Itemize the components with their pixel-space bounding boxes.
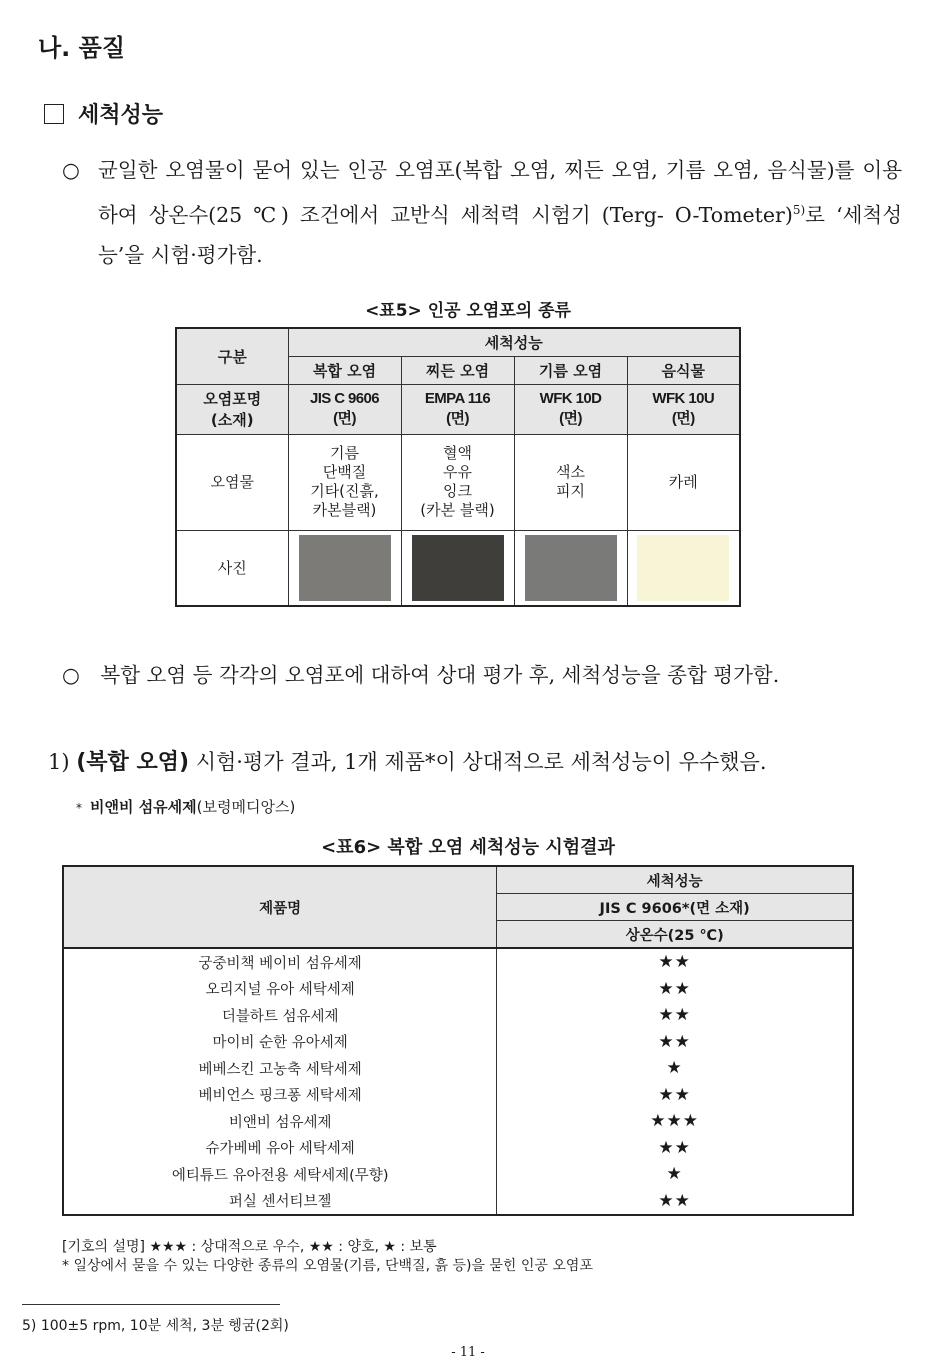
- footnote-reference[interactable]: 5): [792, 203, 806, 217]
- product-name: 퍼실 센서티브젤: [63, 1188, 497, 1216]
- rating-stars: ★★: [497, 1188, 853, 1216]
- fabric-swatch-image: [412, 535, 504, 601]
- result-note: [76, 796, 295, 817]
- rating-stars: ★★★: [497, 1108, 853, 1135]
- rating-stars: ★★: [497, 1029, 853, 1056]
- table5-row-label: 오염포명 (소재): [176, 384, 288, 434]
- table5-cell: 색소 피지: [514, 434, 627, 530]
- table5: [175, 327, 741, 607]
- product-name: 오리지널 유아 세탁세제: [63, 976, 497, 1003]
- table5-cell: 카레: [627, 434, 740, 530]
- table-row: [63, 1188, 853, 1216]
- paragraph-body: [98, 150, 902, 275]
- table5-cell: EMPA 116 (면): [401, 384, 514, 434]
- page-number: - 11 -: [451, 1345, 485, 1360]
- table6-fabric-header: JIS C 9606*(면 소재): [497, 894, 853, 921]
- table5-cell: 혈액 우유 잉크 (카본 블랙): [401, 434, 514, 530]
- product-name: 에티튜드 유아전용 세탁세제(무향): [63, 1161, 497, 1188]
- product-name: 베베스킨 고농축 세탁세제: [63, 1055, 497, 1082]
- paragraph-text: 균일한 오염물이 묻어 있는 인공 오염포(복합 오염, 찌든 오염, 기름 오염, 음식물)를 이용하여 상온수(25 ℃) 조건에서 교반식 세척력 시험기 (Terg- O-Tometer): [98, 158, 902, 227]
- table5-photo-cell: [627, 530, 740, 606]
- table-row: [63, 1135, 853, 1162]
- paragraph-method: [62, 150, 902, 275]
- paragraph-result: [48, 745, 928, 776]
- legend: [62, 1238, 593, 1276]
- table5-row-label: 오염물: [176, 434, 288, 530]
- fabric-swatch-image: [525, 535, 617, 601]
- fabric-swatch-image: [637, 535, 729, 601]
- legend-note: * 일상에서 묻을 수 있는 다양한 종류의 오염물(기름, 단백질, 흙 등)을 묻힌 인공 오염포: [62, 1258, 593, 1274]
- table5-col-header: 복합 오염: [288, 356, 401, 384]
- footnote: 5) 100±5 rpm, 10분 세척, 3분 헹굼(2회): [22, 1318, 289, 1334]
- product-name: 슈가베베 유아 세탁세제: [63, 1135, 497, 1162]
- note-maker: (보령메디앙스): [196, 798, 296, 816]
- rating-stars: ★: [497, 1161, 853, 1188]
- table-row: [63, 1029, 853, 1056]
- table-row: [63, 1082, 853, 1109]
- note-product: 비앤비 섬유세제: [90, 798, 197, 816]
- product-name: 궁중비책 베이비 섬유세제: [63, 948, 497, 976]
- paragraph-evaluation: [62, 658, 922, 688]
- table-row: [63, 1002, 853, 1029]
- table5-row-header: 구분: [176, 328, 288, 384]
- bullet-icon: ○: [62, 663, 80, 687]
- rating-stars: ★★: [497, 948, 853, 976]
- table-row: [63, 1161, 853, 1188]
- rating-stars: ★★: [497, 1135, 853, 1162]
- fabric-swatch-image: [299, 535, 391, 601]
- rating-stars: ★: [497, 1055, 853, 1082]
- table5-row-label: 사진: [176, 530, 288, 606]
- table5-cell: WFK 10U (면): [627, 384, 740, 434]
- footnote-divider: [22, 1304, 280, 1305]
- table-row: [63, 1108, 853, 1135]
- table5-title: <표5> 인공 오염포의 종류: [365, 301, 571, 321]
- table6-perf-header: 세척성능: [497, 866, 853, 894]
- table6-temp-header: 상온수(25 ℃): [497, 921, 853, 949]
- table5-group-header: 세척성능: [288, 328, 740, 356]
- subsection-heading-text: 세척성능: [78, 103, 164, 128]
- table5-col-header: 기름 오염: [514, 356, 627, 384]
- product-name: 베비언스 핑크퐁 세탁세제: [63, 1082, 497, 1109]
- item-number: 1): [48, 750, 70, 774]
- table5-photo-cell: [288, 530, 401, 606]
- product-name: 마이비 순한 유아세제: [63, 1029, 497, 1056]
- table5-photo-cell: [401, 530, 514, 606]
- subsection-heading: [44, 98, 163, 129]
- table-row: [63, 976, 853, 1003]
- section-heading: 나. 품질: [38, 34, 126, 62]
- table5-cell: 기름 단백질 기타(진흙, 카본블랙): [288, 434, 401, 530]
- paragraph-text-tail: 로 ‘세척성능’을 시험·평가함.: [98, 202, 903, 267]
- table5-cell: JIS C 9606 (면): [288, 384, 401, 434]
- paragraph-text: 시험·평가 결과, 1개 제품*이 상대적으로 세척성능이 우수했음.: [195, 750, 767, 774]
- paragraph-text: 복합 오염 등 각각의 오염포에 대하여 상대 평가 후, 세척성능을 종합 평가함.: [100, 663, 780, 687]
- rating-stars: ★★: [497, 976, 853, 1003]
- table6-title: <표6> 복합 오염 세척성능 시험결과: [321, 837, 615, 858]
- table6-body: [63, 948, 853, 1215]
- rating-stars: ★★: [497, 1082, 853, 1109]
- legend-text: [기호의 설명] ★★★ : 상대적으로 우수, ★★ : 양호, ★ : 보통: [62, 1239, 437, 1255]
- table6-product-header: 제품명: [63, 866, 497, 948]
- product-name: 비앤비 섬유세제: [63, 1108, 497, 1135]
- table5-col-header: 찌든 오염: [401, 356, 514, 384]
- result-category: (복합 오염): [76, 750, 190, 775]
- table-row: [63, 1055, 853, 1082]
- rating-stars: ★★: [497, 1002, 853, 1029]
- table-row: [63, 948, 853, 976]
- table6: [62, 865, 854, 1216]
- table5-photo-cell: [514, 530, 627, 606]
- bullet-icon: ○: [62, 158, 80, 182]
- table5-col-header: 음식물: [627, 356, 740, 384]
- table5-cell: WFK 10D (면): [514, 384, 627, 434]
- product-name: 더블하트 섬유세제: [63, 1002, 497, 1029]
- asterisk-mark: *: [76, 801, 82, 815]
- checkbox-icon: [44, 104, 64, 124]
